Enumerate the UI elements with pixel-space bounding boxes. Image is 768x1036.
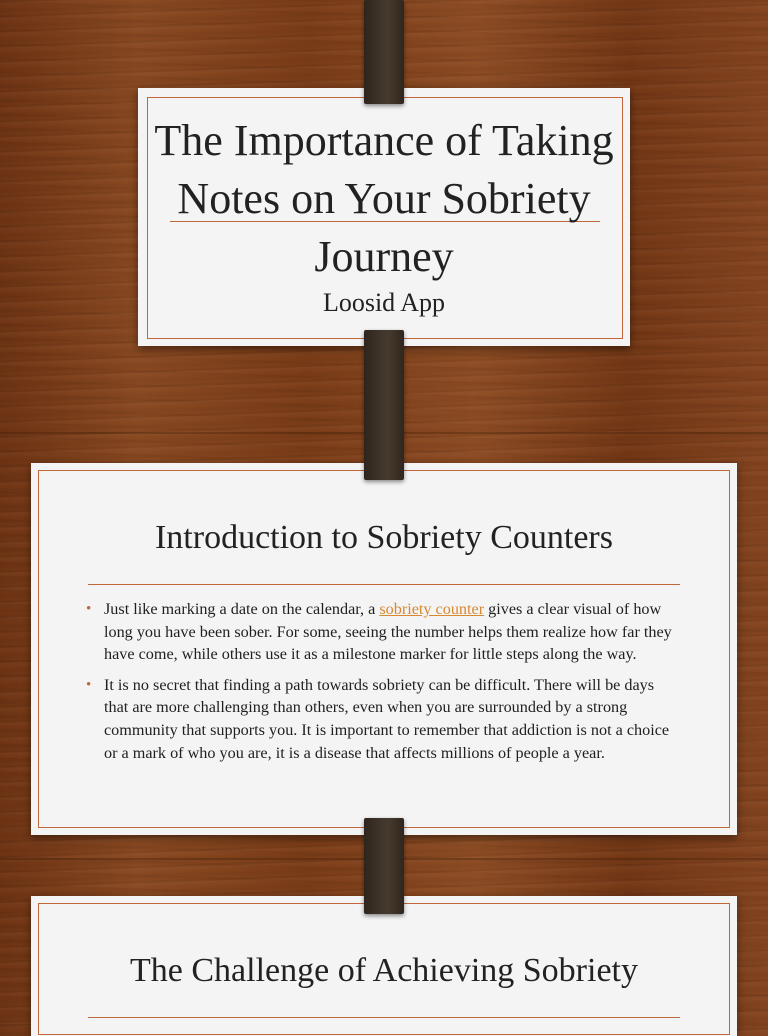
challenge-slide-heading: The Challenge of Achieving Sobriety <box>130 952 638 989</box>
intro-bullet-list <box>86 598 680 772</box>
bullet-dot-icon: • <box>86 676 92 693</box>
bullet-text-after-link: gives a clear visual of how long you have been sober. For some, seeing the number helps them realize how far they have come, while others use it as a milestone marker for little steps along the way. <box>104 600 672 664</box>
bullet-text-before-link: Just like marking a date on the calendar, a <box>104 600 380 618</box>
bullet-dot-icon: • <box>86 601 92 617</box>
bullet-item <box>86 674 680 764</box>
hanging-strap <box>364 0 404 104</box>
hanging-strap <box>364 330 404 480</box>
challenge-heading-divider <box>88 1017 680 1018</box>
presentation-subtitle: Loosid App <box>322 288 446 317</box>
bullet-text: It is no secret that finding a path towards sobriety can be difficult. There will be days that are more challenging than others, even when you are surrounded by a strong community that supports you. It is important to remember that addiction is not a choice or a mark of who you are, it is a disease that affects millions of people a year. <box>104 675 670 762</box>
sobriety-counter-link[interactable]: sobriety counter <box>379 600 485 618</box>
presentation-title: The Importance of Taking Notes on Your Sobriety Journey <box>154 116 614 281</box>
intro-heading-divider <box>88 584 680 585</box>
bullet-item <box>86 598 680 666</box>
hanging-strap <box>364 818 404 914</box>
intro-slide-heading: Introduction to Sobriety Counters <box>154 519 613 556</box>
